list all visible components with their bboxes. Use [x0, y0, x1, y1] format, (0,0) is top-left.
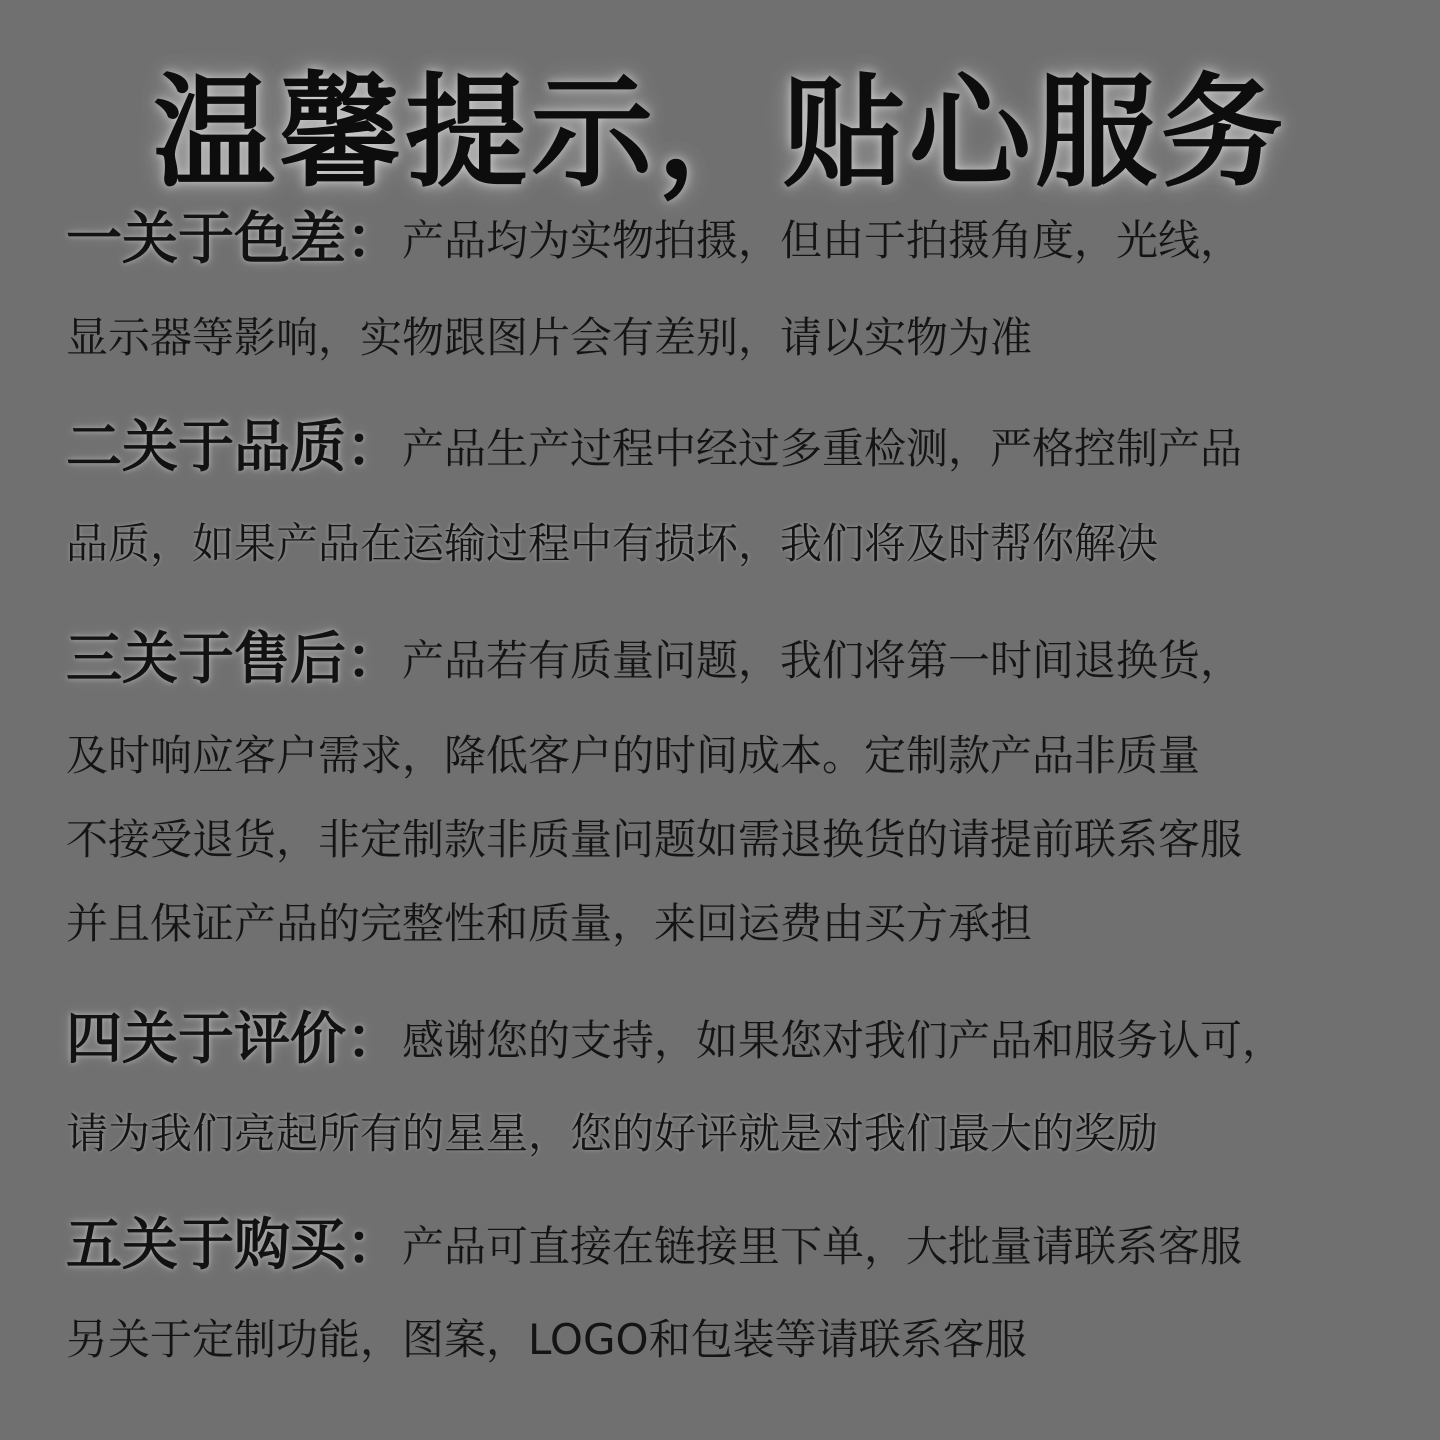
section-4-line-2 — [66, 1106, 1416, 1162]
section-1-line-1 — [66, 207, 1416, 272]
section-3-heading: 三关于售后： — [66, 627, 402, 692]
section-4-heading: 四关于评价： — [66, 1007, 402, 1072]
section-4-text: 请为我们亮起所有的星星，您的好评就是对我们最大的奖励 — [66, 1109, 1159, 1158]
section-5-line-1 — [66, 1213, 1416, 1278]
section-2-text: 产品生产过程中经过多重检测，严格控制产品 — [402, 424, 1243, 473]
section-1-heading: 一关于色差： — [66, 207, 402, 272]
section-5-heading: 五关于购买： — [66, 1213, 402, 1278]
section-5-text: 产品可直接在链接里下单，大批量请联系客服 — [402, 1222, 1243, 1271]
section-5-line-2 — [66, 1312, 1416, 1368]
section-3-line-1 — [66, 627, 1416, 692]
section-2-text: 品质，如果产品在运输过程中有损坏，我们将及时帮你解决 — [66, 519, 1159, 568]
section-1-line-2 — [66, 310, 1416, 366]
page-title: 温馨提示，贴心服务 — [153, 62, 1287, 204]
section-2-line-2 — [66, 516, 1416, 572]
section-3-line-3 — [66, 812, 1416, 868]
section-3-text: 并且保证产品的完整性和质量，来回运费由买方承担 — [66, 899, 1033, 948]
section-1-text: 产品均为实物拍摄，但由于拍摄角度，光线， — [402, 216, 1243, 265]
section-4-line-1 — [66, 1007, 1416, 1072]
section-2-heading: 二关于品质： — [66, 415, 402, 480]
section-3-line-4 — [66, 896, 1416, 952]
section-3-text: 不接受退货，非定制款非质量问题如需退换货的请提前联系客服 — [66, 815, 1243, 864]
section-5-text: 另关于定制功能，图案，LOGO和包装等请联系客服 — [66, 1315, 1027, 1364]
section-2-line-1 — [66, 415, 1416, 480]
section-1-text: 显示器等影响，实物跟图片会有差别，请以实物为准 — [66, 313, 1033, 362]
section-3-text: 及时响应客户需求，降低客户的时间成本。定制款产品非质量 — [66, 731, 1201, 780]
section-3-text: 产品若有质量问题，我们将第一时间退换货， — [402, 636, 1243, 685]
section-3-line-2 — [66, 728, 1416, 784]
section-4-text: 感谢您的支持，如果您对我们产品和服务认可， — [402, 1016, 1285, 1065]
